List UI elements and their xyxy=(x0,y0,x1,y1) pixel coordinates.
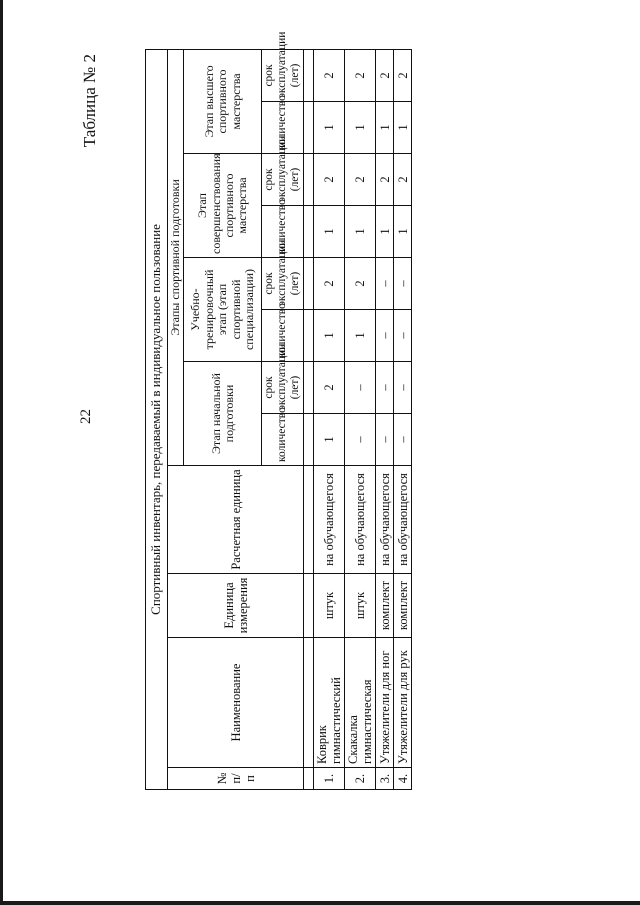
header-name: Наименование xyxy=(168,638,304,768)
inventory-table xyxy=(145,31,412,790)
table-row xyxy=(376,49,394,789)
header-unit: Единица измерения xyxy=(168,574,304,638)
header-stages-group: Этапы спортивной подготовки xyxy=(168,49,184,465)
row-calc: на обучающегося xyxy=(314,466,345,574)
cell-value: – xyxy=(345,414,376,466)
header-quantity: количество xyxy=(262,414,304,466)
header-quantity: количество xyxy=(262,310,304,362)
cell-value: 1 xyxy=(394,102,412,154)
cell-value: 2 xyxy=(394,49,412,101)
rotated-page xyxy=(78,31,558,842)
cell-value: – xyxy=(376,310,394,362)
header-stage-higher: Этап высшего спортивного мастерства xyxy=(184,49,262,153)
header-stage-improvement: Этап совершенствования спортивного мастерства xyxy=(184,154,262,258)
row-num: 3. xyxy=(376,768,394,790)
table-number: Таблица № 2 xyxy=(80,54,99,148)
cell-value: 1 xyxy=(376,206,394,258)
header-quantity: количество xyxy=(262,102,304,154)
cell-value: – xyxy=(345,362,376,414)
header-num: № п/п xyxy=(168,768,304,790)
row-unit: комплект xyxy=(376,574,394,638)
table-caption: Спортивный инвентарь, передаваемый в индивидуальное пользование xyxy=(146,49,168,789)
cell-value: 2 xyxy=(376,49,394,101)
header-term: срок эксплуатации (лет) xyxy=(262,49,304,101)
row-num: 2. xyxy=(345,768,376,790)
cell-value: – xyxy=(394,414,412,466)
cell-value: 1 xyxy=(345,310,376,362)
row-unit: штук xyxy=(345,574,376,638)
row-unit: штук xyxy=(314,574,345,638)
row-name: Коврик гимнастический xyxy=(314,638,345,768)
cell-value: 1 xyxy=(314,414,345,466)
header-calc-unit: Расчетная единица xyxy=(168,466,304,574)
row-calc: на обучающегося xyxy=(394,466,412,574)
cell-value: – xyxy=(376,258,394,310)
header-quantity: количество xyxy=(262,206,304,258)
cell-value: 1 xyxy=(394,206,412,258)
cell-value: 2 xyxy=(314,362,345,414)
scan-left-edge xyxy=(0,0,3,905)
cell-value: 1 xyxy=(345,102,376,154)
page-number: 22 xyxy=(78,409,94,424)
scan-bottom-edge xyxy=(0,901,640,905)
header-term: срок эксплуатации (лет) xyxy=(262,362,304,414)
row-name: Утяжелители для ног xyxy=(376,638,394,768)
row-num: 1. xyxy=(314,768,345,790)
row-calc: на обучающегося xyxy=(376,466,394,574)
cell-value: 1 xyxy=(376,102,394,154)
cell-value: – xyxy=(394,362,412,414)
table-row xyxy=(314,49,345,789)
row-num: 4. xyxy=(394,768,412,790)
row-unit: комплект xyxy=(394,574,412,638)
header-stage-initial: Этап начальной подготовки xyxy=(184,362,262,466)
cell-value: – xyxy=(376,414,394,466)
header-stage-training: Учебно-тренировочный этап (этап спортивной специализации) xyxy=(184,258,262,362)
row-name: Скакалка гимнастическая xyxy=(345,638,376,768)
cell-value: 2 xyxy=(345,49,376,101)
header-term: срок эксплуатации (лет) xyxy=(262,154,304,206)
cell-value: 2 xyxy=(314,258,345,310)
row-calc: на обучающегося xyxy=(345,466,376,574)
cell-value: 2 xyxy=(314,154,345,206)
header-term: срок эксплуатации (лет) xyxy=(262,258,304,310)
cell-value: 2 xyxy=(314,49,345,101)
cell-value: – xyxy=(394,310,412,362)
table-row xyxy=(394,49,412,789)
cell-value: 2 xyxy=(345,154,376,206)
cell-value: – xyxy=(394,258,412,310)
cell-value: 1 xyxy=(314,206,345,258)
table-row xyxy=(345,49,376,789)
cell-value: 1 xyxy=(314,102,345,154)
cell-value: 1 xyxy=(314,310,345,362)
cell-value: 1 xyxy=(345,206,376,258)
cell-value: 2 xyxy=(345,258,376,310)
cell-value: 2 xyxy=(376,154,394,206)
row-name: Утяжелители для рук xyxy=(394,638,412,768)
cell-value: – xyxy=(376,362,394,414)
cell-value: 2 xyxy=(394,154,412,206)
